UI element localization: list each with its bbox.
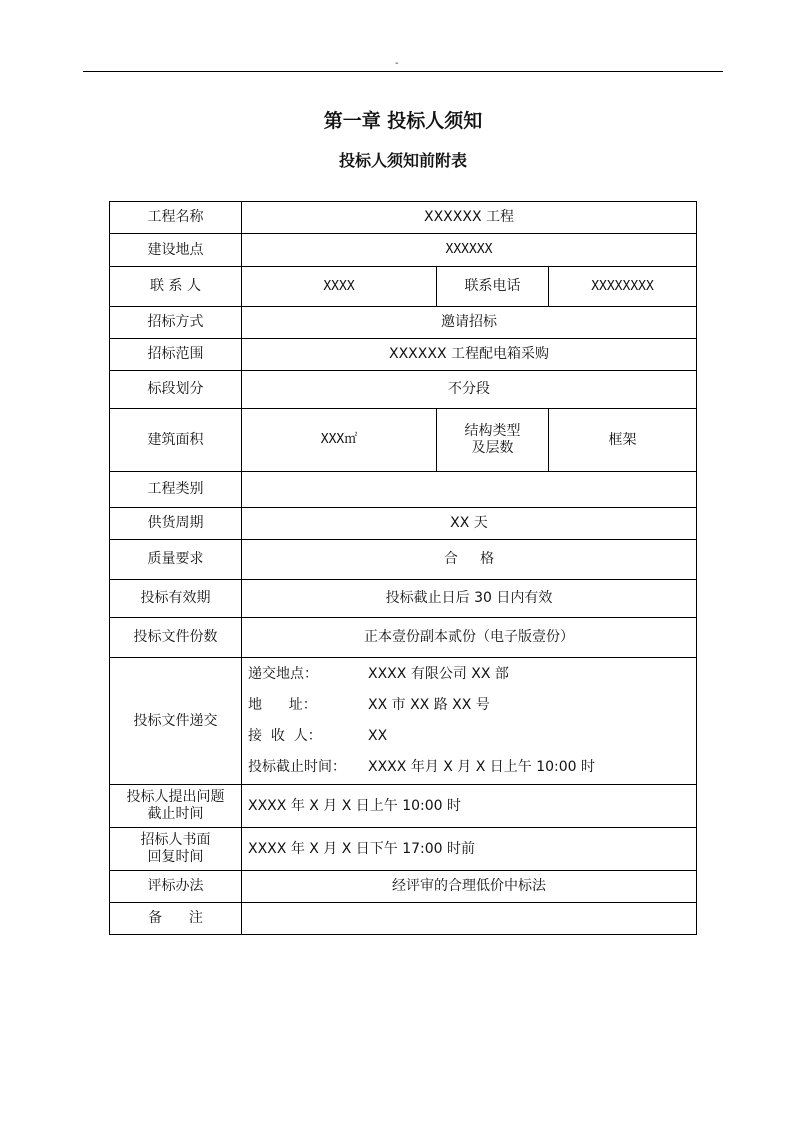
- evaluation-label: 评标办法: [110, 871, 242, 903]
- reply-label: [110, 828, 242, 871]
- structure-value: 框架: [549, 409, 697, 472]
- table-row: [110, 540, 697, 580]
- method-label: 招标方式: [110, 307, 242, 339]
- table-row: [110, 903, 697, 935]
- project-name-label: 工程名称: [110, 202, 242, 234]
- table-row: [110, 828, 697, 871]
- contact-label: 联 系 人: [110, 267, 242, 307]
- questions-label-line-2: 截止时间: [147, 806, 204, 822]
- table-row: [110, 508, 697, 540]
- structure-label: [437, 409, 549, 472]
- delivery-value: XX 天: [242, 508, 697, 540]
- bid-instructions-table: [109, 201, 697, 935]
- table-row: [110, 785, 697, 828]
- table-row: [110, 871, 697, 903]
- phone-value: XXXXXXXX: [549, 267, 697, 307]
- project-name-value: XXXXXX 工程: [242, 202, 697, 234]
- site-value: XXXXXX: [242, 234, 697, 267]
- submission-address-value: XX 市 XX 路 XX 号: [368, 697, 490, 714]
- contact-value: XXXX: [242, 267, 437, 307]
- copies-label: 投标文件份数: [110, 618, 242, 658]
- validity-value: 投标截止日后 30 日内有效: [242, 580, 697, 618]
- table-row: [110, 371, 697, 409]
- evaluation-value: 经评审的合理低价中标法: [242, 871, 697, 903]
- table-row: [110, 409, 697, 472]
- table-row: [110, 234, 697, 267]
- table-row: [110, 267, 697, 307]
- submission-place-row: [248, 659, 692, 690]
- table-row: [110, 472, 697, 508]
- table-row: [110, 307, 697, 339]
- sections-label: 标段划分: [110, 371, 242, 409]
- submission-receiver-row: [248, 721, 692, 752]
- phone-label: 联系电话: [437, 267, 549, 307]
- table-row: [110, 580, 697, 618]
- table-row: [110, 618, 697, 658]
- sections-value: 不分段: [242, 371, 697, 409]
- structure-label-line-1: 结构类型: [464, 423, 521, 440]
- submission-receiver-value: XX: [368, 728, 388, 745]
- table-row: [110, 339, 697, 371]
- table-row: [110, 202, 697, 234]
- submission-receiver-key: 接 收 人：: [248, 728, 322, 745]
- questions-label: [110, 785, 242, 828]
- structure-label-line-2: 及层数: [471, 440, 514, 456]
- submission-label: 投标文件递交: [110, 658, 242, 785]
- site-label: 建设地点: [110, 234, 242, 267]
- category-value: [242, 472, 697, 508]
- remarks-value: [242, 903, 697, 935]
- chapter-title: 第一章 投标人须知: [323, 110, 483, 132]
- submission-address-row: [248, 690, 692, 721]
- table-row: [110, 658, 697, 785]
- submission-deadline-row: [248, 752, 692, 783]
- area-label: 建筑面积: [110, 409, 242, 472]
- submission-place-key: 递交地点：: [248, 666, 318, 683]
- quality-value: 合 格: [242, 540, 697, 580]
- submission-deadline-key: 投标截止时间：: [248, 759, 346, 776]
- delivery-label: 供货周期: [110, 508, 242, 540]
- scope-label: 招标范围: [110, 339, 242, 371]
- submission-address-key: 地 址：: [248, 697, 317, 714]
- remarks-label: 备 注: [110, 903, 242, 935]
- validity-label: 投标有效期: [110, 580, 242, 618]
- quality-label: 质量要求: [110, 540, 242, 580]
- header-rule: [83, 71, 723, 72]
- submission-place-value: XXXX 有限公司 XX 部: [368, 666, 509, 683]
- reply-label-line-1: 招标人书面: [140, 832, 211, 849]
- submission-deadline-value: XXXX 年月 X 月 X 日上午 10:00 时: [368, 759, 596, 776]
- reply-value: XXXX 年 X 月 X 日下午 17:00 时前: [242, 828, 697, 871]
- copies-value: 正本壹份副本贰份（电子版壹份）: [242, 618, 697, 658]
- method-value: 邀请招标: [242, 307, 697, 339]
- questions-value: XXXX 年 X 月 X 日上午 10:00 时: [242, 785, 697, 828]
- questions-label-line-1: 投标人提出问题: [126, 789, 225, 806]
- reply-label-line-2: 回复时间: [147, 849, 204, 865]
- header-mark: -: [395, 58, 399, 69]
- page-title: 投标人须知前附表: [338, 151, 467, 170]
- category-label: 工程类别: [110, 472, 242, 508]
- area-value: XXX㎡: [242, 409, 437, 472]
- submission-details: [242, 658, 697, 785]
- scope-value: XXXXXX 工程配电箱采购: [242, 339, 697, 371]
